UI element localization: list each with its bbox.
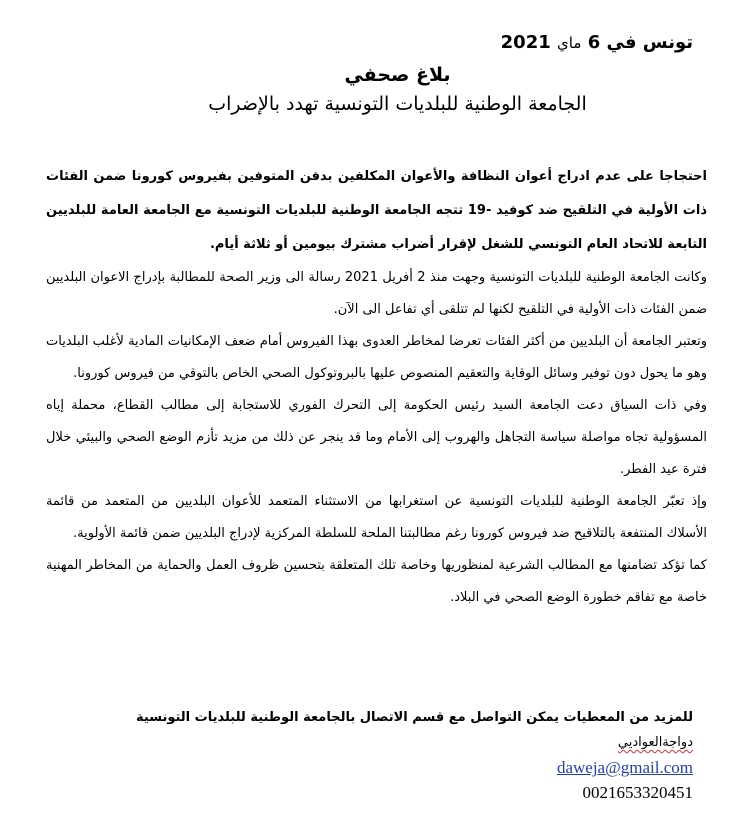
contact-phone: 0021653320451 (582, 783, 693, 802)
date-line (501, 32, 693, 53)
date-text: تونس في 6 (587, 32, 693, 53)
body-paragraph-1: وكانت الجامعة الوطنية للبلديات التونسية وجهت منذ 2 أفريل 2021 رسالة الى وزير الصحة للمطالبة بإدراج الاعوان البلديين ضمن الفئات ذات الأولية في التلقيح لكنها لم تتلقى أي تفاعل الى الآن. (46, 270, 707, 317)
intro-paragraph: احتجاجا على عدم ادراج أعوان النظافة والأعوان المكلفين بدفن المتوفين بفيروس كورونا ضمن الفئات ذات الأولية في التلقيح ضد كوفيد -19 تتجه الجامعة الوطنية للبلديات التونسية مع الجامعة العامة للبلديين التابعة للاتحاد العام التونسي للشغل لإقرار أضراب مشترك بيومين أو ثلاثة أيام. (46, 169, 707, 252)
body-paragraph-2: وتعتبر الجامعة أن البلديين من أكثر الفئات تعرضا لمخاطر العدوى بهذا الفيروس أمام ضعف الإمكانيات المادية لأغلب البلديات وهو ما يحول دون توفير وسائل الوقاية والتعقيم المنصوص عليها بالبروتوكول الصحي الخاص بالتوقي من فيروس كورونا. (46, 334, 707, 381)
page-title: بلاغ صحفي (344, 64, 451, 86)
contact-email-link[interactable]: daweja@gmail.com (556, 758, 693, 777)
contact-note: للمزيد من المعطيات يمكن التواصل مع قسم الاتصال بالجامعة الوطنية للبلديات التونسية (136, 710, 693, 725)
body-paragraph-4: وإذ تعبّر الجامعة الوطنية للبلديات التونسية عن استغرابها من الاستثناء المتعمد للأعوان البلديين من المتعمد من قائمة الأسلاك المنتفعة بالتلاقيح ضد فيروس كورونا رغم مطالبتنا الملحة للسلطة المركزية لإدراج البلديين ضمن قائمة الأولوية. (46, 494, 707, 541)
release-body (46, 160, 707, 614)
page-subtitle: الجامعة الوطنية للبلديات التونسية تهدد بالإضراب (208, 93, 587, 115)
body-paragraph-3: وفي ذات السياق دعت الجامعة السيد رئيس الحكومة إلى التحرك الفوري للاستجابة إلى مطالب القطاع، محملة إياه المسؤولية تجاه مواصلة سياسة التجاهل والهروب إلى الأمام وما قد ينجر عن ذلك من مزيد تأزم الوضع الصحي والبيئي خلال فترة عيد الفطر. (46, 398, 707, 477)
contact-name: دواجةالعواديي (617, 735, 693, 750)
date-month: ماي (557, 34, 582, 52)
date-year: 2021 (500, 32, 551, 53)
body-paragraph-5: كما تؤكد تضامنها مع المطالب الشرعية لمنظوريها وخاصة تلك المتعلقة بتحسين ظروف العمل والحماية من المخاطر المهنية خاصة مع تفاقم خطورة الوضع الصحي في البلاد. (46, 558, 707, 605)
contact-block (46, 705, 693, 805)
